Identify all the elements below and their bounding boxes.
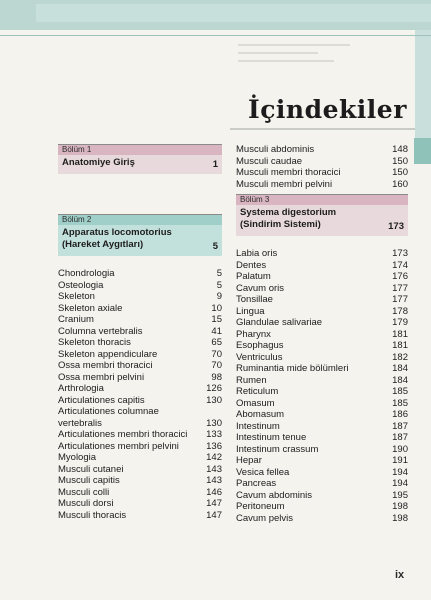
toc-entry-page: 194 [392,466,408,478]
toc-entry-page: 185 [392,397,408,409]
toc-entry-page: 98 [211,371,222,383]
toc-entry-text: Musculi capitis [58,475,120,486]
toc-entry-text: Lingua [236,305,265,317]
toc-entry-text: Dentes [236,259,267,271]
toc-entry-page: 177 [392,282,408,294]
toc-entry [236,248,408,260]
toc-entry [236,156,408,168]
bleed-through-line [238,60,334,62]
toc-entry-text: Ossa membri thoracici [58,360,153,371]
toc-entry [236,421,408,433]
toc-entry [236,352,408,364]
chapter-2-box [58,214,222,256]
toc-entry-page: 130 [206,417,222,429]
toc-entry [58,464,222,476]
toc-entry-text: Cranium [58,314,94,325]
toc-entry-text: Intestinum tenue [236,432,307,443]
toc-entry-text: Arthrologia [58,383,104,394]
toc-entry-text: Esophagus [236,340,284,351]
toc-entry-text: Musculi thoracis [58,509,127,521]
toc-entry [236,490,408,502]
toc-entry-page: 181 [392,328,408,340]
toc-entry [236,432,408,444]
toc-entry-page: 146 [206,486,222,498]
toc-entry-page: 126 [206,383,222,394]
toc-entry-text: Pharynx [236,328,271,340]
toc-entry-page: 176 [392,271,408,282]
toc-entry [58,314,222,326]
toc-entry-page: 190 [392,443,408,455]
toc-entry-text: Musculi colli [58,486,110,498]
toc-entry-text: Peritoneum [236,501,285,512]
toc-entry-page: 130 [206,394,222,406]
toc-entry [236,444,408,456]
toc-entry-text: Reticulum [236,386,279,397]
toc-entry [58,475,222,487]
toc-entry [236,283,408,295]
chapter-title-line: Systema digestorium [240,207,337,218]
toc-entry-text: Musculi membri pelvini [236,178,333,190]
toc-entry [58,268,222,280]
toc-entry [58,337,222,349]
toc-entry [58,326,222,338]
chapter-title [58,155,222,174]
left-column [58,144,222,521]
toc-entry-text: Musculi caudae [236,155,303,167]
toc-entry [58,303,222,315]
toc-entry-page: 191 [392,455,408,466]
toc-entry [236,467,408,479]
toc-entry-page: 136 [206,440,222,452]
toc-entry [236,513,408,525]
toc-entry-page: 186 [392,409,408,420]
toc-entry-page: 143 [206,463,222,475]
toc-entry-text: Skeleton thoracis [58,337,131,348]
toc-entry-page: 198 [392,501,408,512]
toc-entry [236,455,408,467]
toc-entry-page: 65 [211,337,222,348]
toc-entry-text: Chondrologia [58,268,115,279]
toc-entry [236,179,408,191]
chapter-title-line: (Hareket Aygıtları) [62,239,144,250]
toc-entry [236,271,408,283]
toc-entry-text: Pancreas [236,478,277,489]
toc-entry [236,260,408,272]
toc-entry-text: Omasum [236,397,275,409]
chapter-title-line: Apparatus locomotorius [62,227,172,238]
chapter-title [58,225,222,256]
toc-entry-page: 147 [206,509,222,521]
chapter-page: 5 [212,241,218,252]
toc-entry-page: 184 [392,374,408,386]
toc-entry-text: Cavum pelvis [236,512,294,524]
toc-entry [58,383,222,395]
chapter-label: Bölüm 3 [236,195,408,205]
toc-entry [58,487,222,499]
toc-entry-text: Abomasum [236,409,285,420]
toc-entry-page: 15 [211,314,222,325]
toc-entry-page: 142 [206,452,222,463]
toc-entry-page: 143 [206,475,222,486]
toc-entry [58,498,222,510]
chapter-1-box [58,144,222,174]
toc-entry [58,291,222,303]
toc-entry-page: 150 [392,167,408,178]
bleed-through-line [238,44,350,46]
toc-entry-page: 150 [392,155,408,167]
toc-entry-text: Myologia [58,452,97,463]
toc-entry-page: 185 [392,386,408,397]
chapter-page: 1 [212,159,218,170]
toc-entry-page: 182 [392,351,408,363]
toc-entry-text: Ossa membri pelvini [58,371,145,383]
toc-entry-page: 187 [392,420,408,432]
toc-entry-text: Ventriculus [236,351,283,363]
toc-entry [236,340,408,352]
toc-entry-page: 133 [206,429,222,440]
toc-entry-page: 181 [392,340,408,351]
toc-entry-page: 177 [392,294,408,305]
toc-entry-text: Musculi abdominis [236,144,315,155]
toc-entry [58,349,222,361]
toc-entry [236,398,408,410]
title-rule [230,128,415,130]
toc-entry [236,501,408,513]
toc-entry-text: Articulationes membri pelvini [58,440,179,452]
toc-entry [236,294,408,306]
toc-entry [236,375,408,387]
toc-entry-page: 160 [392,178,408,190]
toc-entry-text: Musculi cutanei [58,463,124,475]
toc-entry-page: 148 [392,144,408,155]
toc-entry [236,329,408,341]
toc-entry-page: 187 [392,432,408,443]
toc-entry-text: Tonsillae [236,294,273,305]
toc-entry [236,167,408,179]
toc-entry-text: Musculi dorsi [58,498,114,509]
toc-entry-text: Osteologia [58,279,104,291]
page-number: ix [395,569,405,581]
toc-entry [58,406,222,429]
toc-entry [236,306,408,318]
toc-entry-page: 174 [392,259,408,271]
toc-entry-text: Rumen [236,374,267,386]
header-band-inner [36,4,431,22]
toc-entry [58,441,222,453]
toc-entry [58,280,222,292]
toc-entry-page: 70 [211,348,222,360]
toc-entry-text: Columna vertebralis [58,325,143,337]
toc-entry-text: Cavum abdominis [236,489,313,501]
toc-entry-page: 195 [392,489,408,501]
toc-entry-text: Ruminantia mide bölümleri [236,363,349,374]
toc-entry-page: 9 [216,291,222,302]
toc-entry [236,386,408,398]
toc-entry-page: 194 [392,478,408,489]
toc-entry [236,409,408,421]
toc-list [58,268,222,521]
toc-entry [236,317,408,329]
toc-entry-text: Hepar [236,455,262,466]
toc-entry-text: Articulationes capitis [58,394,145,406]
chapter-title [236,205,408,236]
side-strip [415,30,431,138]
toc-entry-page: 41 [211,325,222,337]
toc-entry-text: Cavum oris [236,282,285,294]
toc-entry-text: Labia oris [236,248,278,259]
toc-entry-page: 10 [211,302,222,314]
toc-entry-page: 147 [206,498,222,509]
chapter-3-box [236,194,408,236]
chapter-title-text: Anatomiye Giriş [62,157,135,168]
toc-entry-text: Articulationes columnae vertebralis [58,406,159,429]
toc-entry [58,360,222,372]
toc-entry [58,452,222,464]
toc-entry [236,363,408,375]
toc-entry-page: 178 [392,305,408,317]
toc-entry [58,372,222,384]
header-rule [0,35,431,36]
toc-entry-page: 70 [211,360,222,371]
toc-entry-text: Skeleton axiale [58,302,123,314]
toc-entry [58,395,222,407]
toc-entry-text: Vesica fellea [236,466,290,478]
toc-entry-text: Glandulae salivariae [236,317,323,328]
toc-entry [58,429,222,441]
toc-entry-text: Palatum [236,271,271,282]
toc-entry [58,510,222,522]
toc-entry-text: Intestinum [236,420,280,432]
toc-entry-page: 184 [392,363,408,374]
toc-entry [236,144,408,156]
toc-entry-text: Intestinum crassum [236,443,319,455]
chapter-label: Bölüm 1 [58,145,222,155]
toc-entry-page: 5 [216,268,222,279]
chapter-label: Bölüm 2 [58,215,222,225]
toc-list [236,248,408,524]
toc-entry-text: Musculi membri thoracici [236,167,341,178]
toc-entry-page: 5 [216,279,222,291]
page-title: İçindekiler [248,95,407,124]
chapter-page: 173 [388,221,404,232]
toc-entry-text: Skeleton appendiculare [58,348,158,360]
toc-entry-page: 179 [392,317,408,328]
right-column [236,144,408,524]
toc-entry-page: 198 [392,512,408,524]
chapter-title-line: (Sindirim Sistemi) [240,219,321,230]
toc-list [236,144,408,190]
toc-entry-text: Articulationes membri thoracici [58,429,188,440]
thumb-index-tab [414,138,431,164]
toc-entry [236,478,408,490]
toc-entry-text: Skeleton [58,291,95,302]
toc-entry-page: 173 [392,248,408,259]
bleed-through-line [238,52,318,54]
